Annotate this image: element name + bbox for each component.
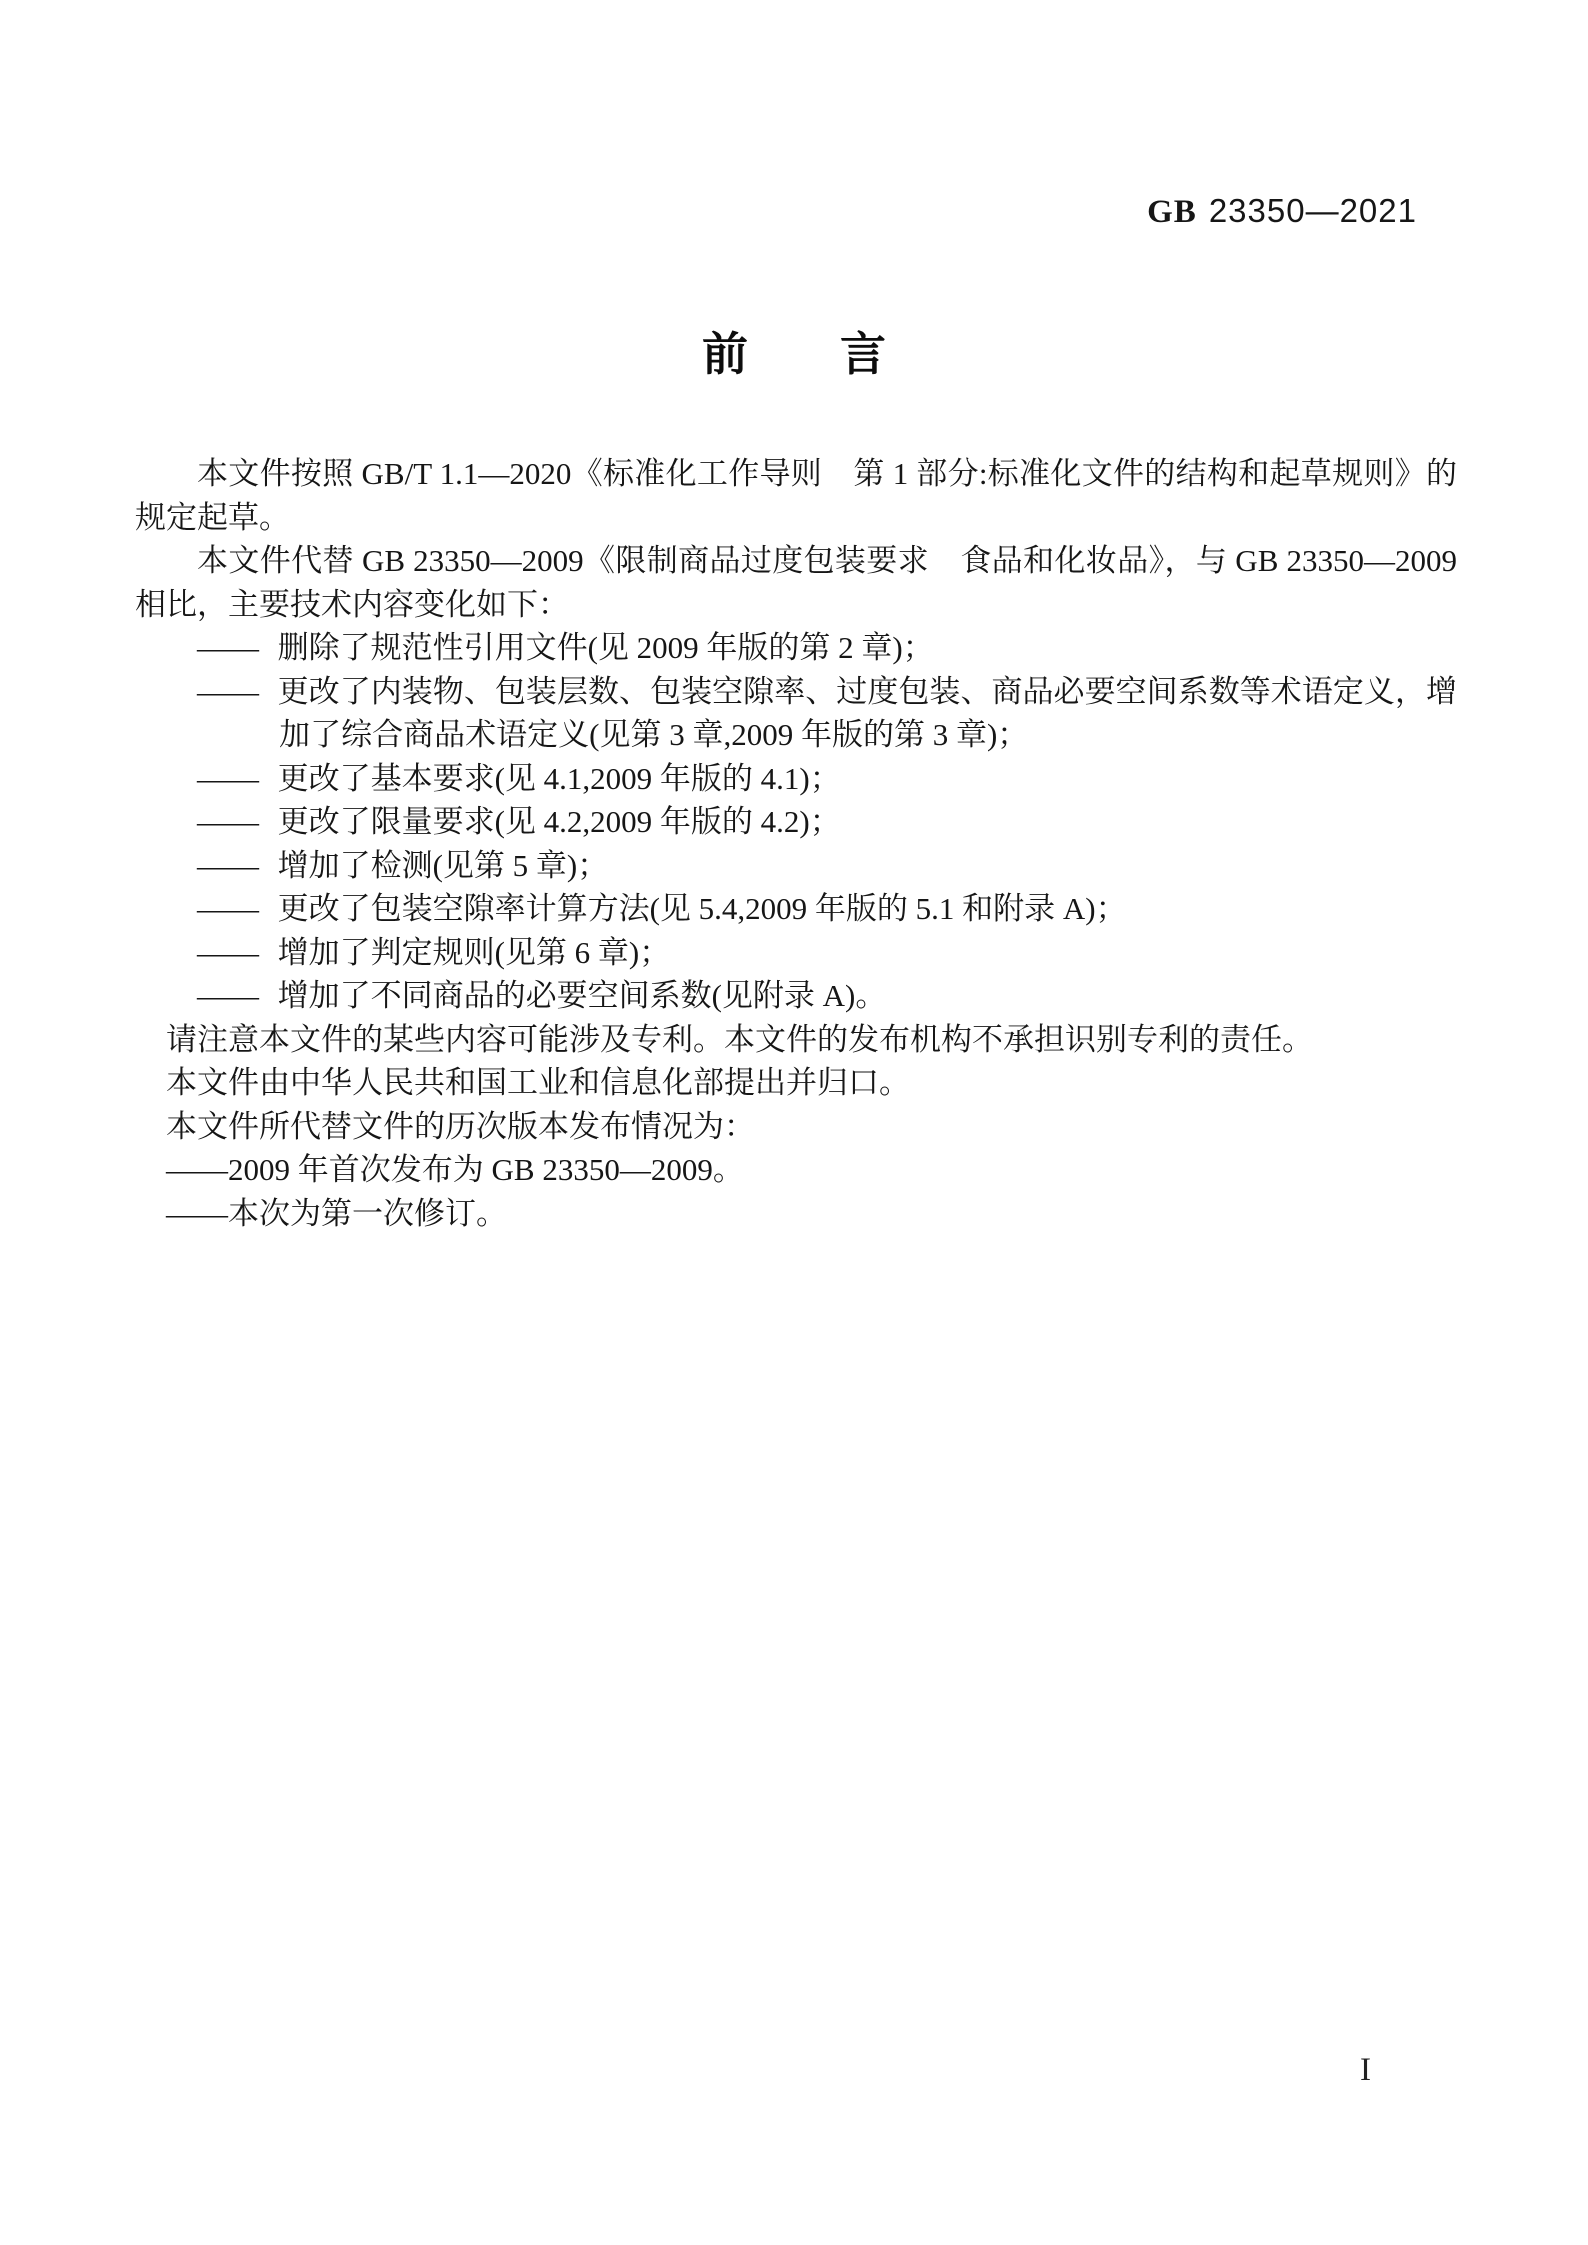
item-dash: —— — [197, 673, 259, 709]
item-text: 更改了基本要求(见 4.1,2009 年版的 4.1)； — [277, 760, 841, 796]
history-list-item — [135, 1148, 1457, 1192]
item-dash: —— — [166, 1195, 228, 1231]
change-list-item — [135, 670, 1457, 757]
standard-code — [1147, 192, 1417, 231]
item-dash: —— — [197, 804, 259, 839]
item-text: 更改了包装空隙率计算方法(见 5.4,2009 年版的 5.1 和附录 A)； — [277, 891, 1127, 926]
paragraph-patent-notice: 请注意本文件的某些内容可能涉及专利。本文件的发布机构不承担识别专利的责任。 — [166, 1021, 1313, 1057]
change-list-item — [135, 887, 1457, 931]
paragraph-basis: 本文件按照 GB/T 1.1—2020《标准化工作导则 第 1 部分:标准化文件的结构和起草规则》的规定起草。 — [135, 456, 1457, 535]
item-dash: —— — [197, 891, 259, 926]
item-dash: —— — [197, 978, 259, 1013]
history-list-item — [135, 1192, 1457, 1236]
item-dash: —— — [197, 760, 259, 796]
item-dash: —— — [197, 934, 259, 970]
change-list-item — [135, 757, 1457, 801]
item-dash: —— — [197, 847, 259, 883]
change-list-item — [135, 974, 1457, 1018]
paragraph-replace: 本文件代替 GB 23350—2009《限制商品过度包装要求 食品和化妆品》，与 GB 23350—2009 相比，主要技术内容变化如下： — [135, 543, 1457, 622]
foreword-body — [135, 452, 1457, 1235]
page-number: I — [1360, 2052, 1371, 2088]
change-list-item — [135, 626, 1457, 670]
item-text: 更改了限量要求(见 4.2,2009 年版的 4.2)； — [277, 804, 841, 839]
item-text: 删除了规范性引用文件(见 2009 年版的第 2 章)； — [277, 630, 934, 665]
page-title: 前 言 — [702, 328, 886, 380]
paragraph-history-intro: 本文件所代替文件的历次版本发布情况为： — [166, 1108, 755, 1144]
change-list-item — [135, 800, 1457, 844]
item-text: 增加了判定规则(见第 6 章)； — [277, 934, 671, 970]
item-text: 本次为第一次修订。 — [228, 1195, 507, 1231]
item-text: 2009 年首次发布为 GB 23350—2009。 — [228, 1152, 744, 1187]
change-list-item — [135, 931, 1457, 975]
item-text: 更改了内装物、包装层数、包装空隙率、过度包装、商品必要空间系数等术语定义，增加了综合商品术语定义(见第 3 章,2009 年版的第 3 章)； — [277, 673, 1457, 752]
item-text: 增加了检测(见第 5 章)； — [277, 847, 609, 883]
paragraph-issuer: 本文件由中华人民共和国工业和信息化部提出并归口。 — [166, 1065, 910, 1100]
item-dash: —— — [166, 1152, 228, 1187]
item-dash: —— — [197, 630, 259, 665]
item-text: 增加了不同商品的必要空间系数(见附录 A)。 — [277, 978, 887, 1013]
standard-code-number: 23350—2021 — [1208, 192, 1417, 229]
standard-code-prefix: GB — [1147, 194, 1197, 230]
change-list-item — [135, 844, 1457, 888]
